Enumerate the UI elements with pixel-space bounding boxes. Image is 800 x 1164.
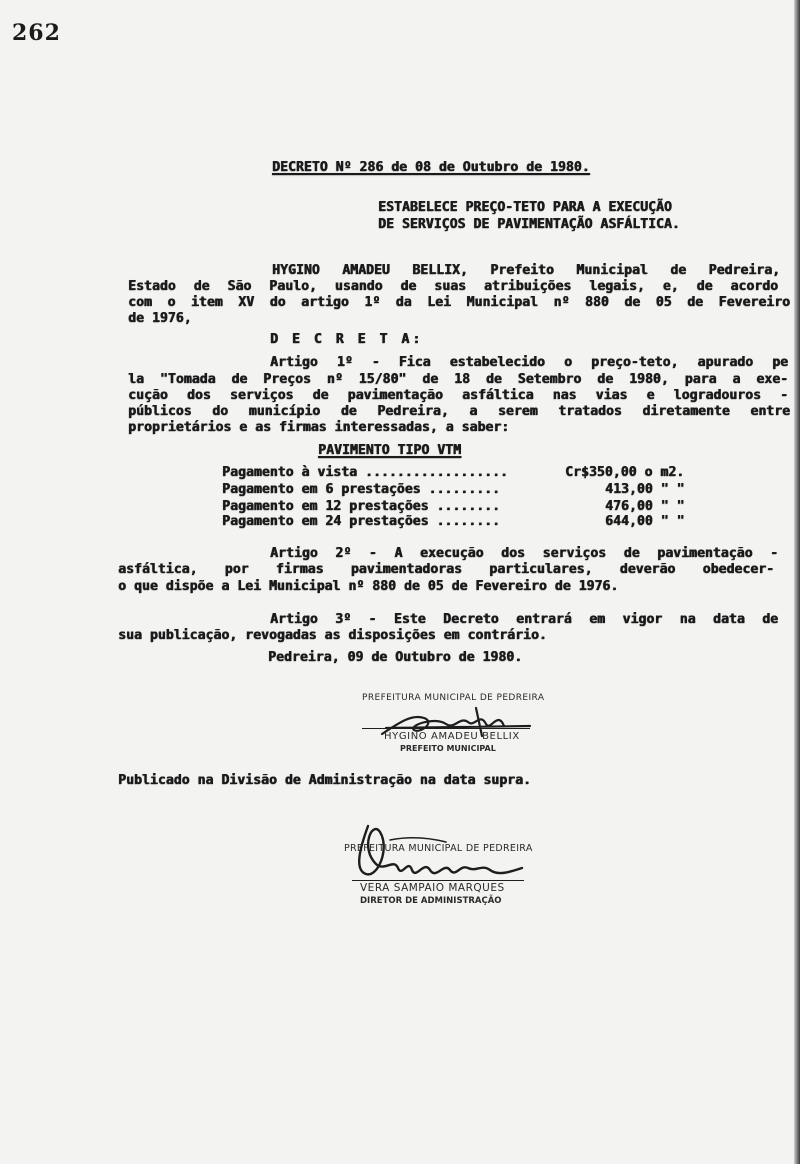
article1-line-4: públicos do município de Pedreira, a serem tratados diretamente entre xyxy=(128,404,790,419)
place-date: Pedreira, 09 de Outubro de 1980. xyxy=(268,650,523,665)
article1-line-1: Artigo 1º - Fica estabelecido o preço-teto, apurado pe xyxy=(270,355,788,370)
article3-line-1: Artigo 3º - Este Decreto entrará em vigor na data de xyxy=(270,612,778,627)
article1-line-3: cução dos serviços de pavimentação asfáltica nas vias e logradouros - xyxy=(128,388,788,403)
preamble-line-3: com o item XV do artigo 1º da Lei Municipal nº 880 de 05 de Fevereiro xyxy=(128,295,790,310)
stamp1-signature-line xyxy=(362,728,530,729)
page-number: 262 xyxy=(12,20,61,46)
article2-line-2: asfáltica, por firmas pavimentadoras particulares, deverão obedecer- xyxy=(118,562,774,577)
stamp2-signature-line xyxy=(352,880,524,881)
stamp2-role: DIRETOR DE ADMINISTRAÇÃO xyxy=(360,896,502,906)
price-row-1-value: Cr$350,00 o m2. xyxy=(565,465,685,480)
price-row-4-value: 644,00 " " xyxy=(605,514,685,529)
article2-line-3: o que dispõe a Lei Municipal nº 880 de 05 de Fevereiro de 1976. xyxy=(118,579,619,594)
price-table-title: PAVIMENTO TIPO VTM xyxy=(318,443,461,458)
preamble-line-2: Estado de São Paulo, usando de suas atribuições legais, e, de acordo xyxy=(128,279,778,294)
article1-line-2: la "Tomada de Preços nº 15/80" de 18 de Setembro de 1980, para a exe- xyxy=(128,372,788,387)
stamp1-institution: PREFEITURA MUNICIPAL DE PEDREIRA xyxy=(362,693,545,703)
decreta-heading: D E C R E T A: xyxy=(270,332,424,347)
price-row-3-label: Pagamento em 12 prestações ........ xyxy=(222,499,500,514)
director-signature-mark xyxy=(350,818,530,888)
summary-line-2: DE SERVIÇOS DE PAVIMENTAÇÃO ASFÁLTICA. xyxy=(378,217,680,232)
stamp2-institution: PREFEITURA MUNICIPAL DE PEDREIRA xyxy=(344,843,533,854)
summary-line-1: ESTABELECE PREÇO-TETO PARA A EXECUÇÃO xyxy=(378,200,672,215)
page-edge-shadow xyxy=(794,0,800,1164)
price-row-2-label: Pagamento em 6 prestações ......... xyxy=(222,482,500,497)
stamp1-role: PREFEITO MUNICIPAL xyxy=(400,744,496,753)
preamble-line-4: de 1976, xyxy=(128,311,192,326)
preamble-line-1: HYGINO AMADEU BELLIX, Prefeito Municipal de Pedreira, xyxy=(272,263,780,278)
price-row-2-value: 413,00 " " xyxy=(605,482,685,497)
price-row-1-label: Pagamento à vista .................. xyxy=(222,465,508,480)
decree-heading: DECRETO Nº 286 de 08 de Outubro de 1980. xyxy=(272,160,590,175)
article3-line-2: sua publicação, revogadas as disposições em contrário. xyxy=(118,628,547,643)
article1-line-5: proprietários e as firmas interessadas, a saber: xyxy=(128,420,510,435)
price-row-4-label: Pagamento em 24 prestações ........ xyxy=(222,514,500,529)
publication-note: Publicado na Divisão de Administração na data supra. xyxy=(118,773,531,788)
article2-line-1: Artigo 2º - A execução dos serviços de pavimentação - xyxy=(270,546,778,561)
stamp1-name: HYGINO AMADEU BELLIX xyxy=(384,731,520,742)
stamp2-name: VERA SAMPAIO MARQUES xyxy=(360,882,505,894)
price-row-3-value: 476,00 " " xyxy=(605,499,685,514)
